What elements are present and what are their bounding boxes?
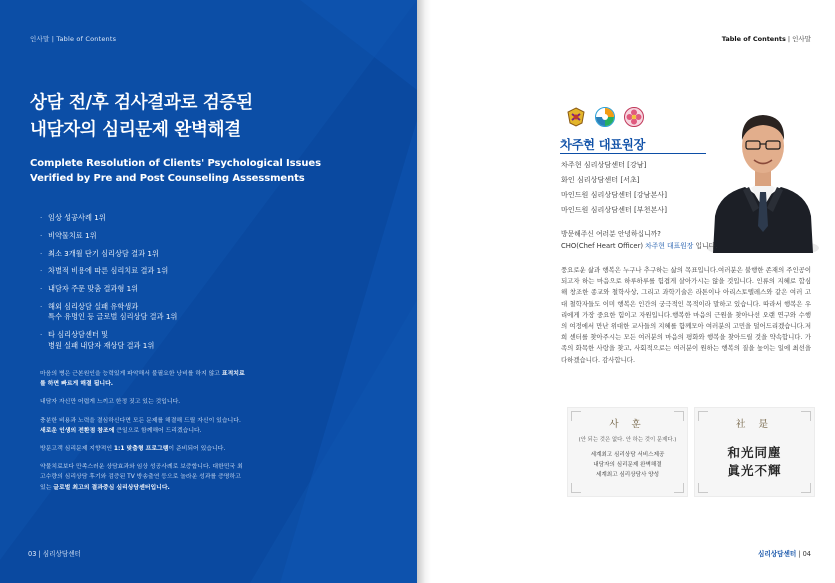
emblem-logo-1 — [565, 106, 587, 128]
list-item: 마인드원 심리상담센터 [강남본사] — [561, 189, 667, 199]
left-body-text — [40, 369, 245, 501]
right-header: Table of Contents | 인사말 — [721, 35, 811, 43]
left-header: 인사말 | Table of Contents — [30, 35, 117, 43]
list-item: · 최소 3개월 단기 심리상담 결과 1위 — [40, 248, 159, 258]
list-item: · 차별적 비용에 따른 심리치료 결과 1위 — [40, 266, 169, 276]
logo-row — [565, 106, 645, 128]
paragraph: 내담자 자신만 어렵게 느끼고 한정 짓고 있는 것입니다. — [40, 399, 181, 406]
achievement-list — [40, 213, 177, 359]
paragraph: 방문고객 심리문제 지향적인 1:1 맞춤형 프로그램이 준비되어 있습니다. — [40, 446, 226, 453]
greeting-body: 풍요로운 삶과 행복은 누구나 추구하는 삶의 목표입니다.여러분은 불행한 존재의 주인공이 되고자 하는 마음으로 하루하루를 힘겹게 살아가시는 않을 것입니다. 인류의 지혜로 합심해 창조한 종교와 철학사상, 그리고 과학기술은 라톤이나 아리스토텔레스와 같은 여러 고대 철학자들도 이미 행복은 인간의 궁극적인 목적이라 말하고 있습니다. 따라서 행복은 우리에게 가장 중요한 힘이고 자원입니다.행복한 마음의 근원을 찾아나선 오랜 연구와 수행의 여정에서 만난 위대한 교사들의 지혜를 함께모아 여러분의 고민을 덜어드리겠습니다.저희 센터를 찾아주시는 모든 여러분의 마음의 평화와 행복을 찾아드릴 것을 약속합니다. 가족의 화목한 사랑을 찾고, 사회적으로는 여러분이 원하는 행복의 질을 높이는 일에 최선을 다하겠습니다. 감사합니다. — [561, 266, 811, 364]
motto-lines: 세계최고 심리상담 서비스제공 내담자의 심리문제 완벽해결 세계최고 심리상담사 양성 — [590, 452, 665, 478]
left-page — [0, 0, 417, 583]
list-item: · 비약물치료 1위 — [40, 230, 97, 240]
page-title: 상담 전/후 검사결과로 검증된 내담자의 심리문제 완벽해결 — [30, 93, 253, 140]
center-list — [561, 158, 667, 218]
director-name: 차주현 대표원장 — [560, 138, 646, 152]
company-creed-box — [694, 407, 815, 497]
paragraph: 충분한 비용과 노력을 결심하신다면 모든 문제를 해결해 드릴 자신이 있습니다. 새로운 인생의 전환점 참조에 큰일으로 함께해어 드리겠습니다. — [40, 417, 241, 434]
paragraph: 약물치료보다 만족스러운 상담효과와 임상 성공사례로 보증합니다. 대한민국 최고수량의 심리상담 후기와 검증된 TV 방송출연 등으로 놀라운 성과를 증명하고 있는 글로벌 최고의 결과중심 심리상담센터입니다. — [40, 464, 243, 491]
emblem-logo-3 — [623, 106, 645, 128]
list-item: 마인드원 심리상담센터 [부천본사] — [561, 204, 667, 214]
right-page-number: 심리상담센터 | 04 — [757, 550, 811, 558]
company-motto-box — [567, 407, 688, 497]
motto-title: 사 훈 — [609, 419, 646, 430]
book-spine-shadow — [417, 0, 431, 583]
emblem-logo-2 — [594, 106, 616, 128]
creed-lines: 和光同塵 眞光不輝 — [727, 445, 782, 478]
page-subtitle: Complete Resolution of Clients' Psychological Issues Verified by Pre and Post Counseling Assessments — [30, 158, 321, 184]
list-item: · 임상 성공사례 1위 — [40, 213, 106, 222]
greeting: 방문해주신 여러분 안녕하십니까? CHO(Chef Heart Officer) 차주현 대표원장 입니다. — [561, 230, 718, 250]
motto-subtitle: (안 되는 것은 없다. 안 하는 것이 문제다.) — [578, 437, 677, 443]
left-page-number: 03 | 심리상담센터 — [28, 550, 82, 558]
creed-title: 社 是 — [735, 419, 774, 430]
paragraph: 마음의 병은 근본원인을 능력있게 파악해서 불필요한 낭비를 하지 않고 표적치료를 하면 빠르게 해결 됩니다. — [40, 371, 245, 388]
list-item: 화인 심리상담센터 [서초] — [561, 174, 640, 184]
list-item: 차주현 심리상담센터 [강남] — [561, 160, 647, 169]
name-underline — [560, 153, 706, 154]
right-page — [417, 0, 835, 583]
list-item: · 해외 심리상담 실패 유학생과 특수 유명인 등 글로벌 심리상담 결과 1위 — [40, 301, 178, 322]
list-item: · 타 심리상담센터 및 병원 실패 내담자 재상담 결과 1위 — [40, 330, 155, 350]
director-portrait — [705, 88, 820, 253]
list-item: · 내담자 주문 맞춤 결과형 1위 — [40, 284, 139, 294]
